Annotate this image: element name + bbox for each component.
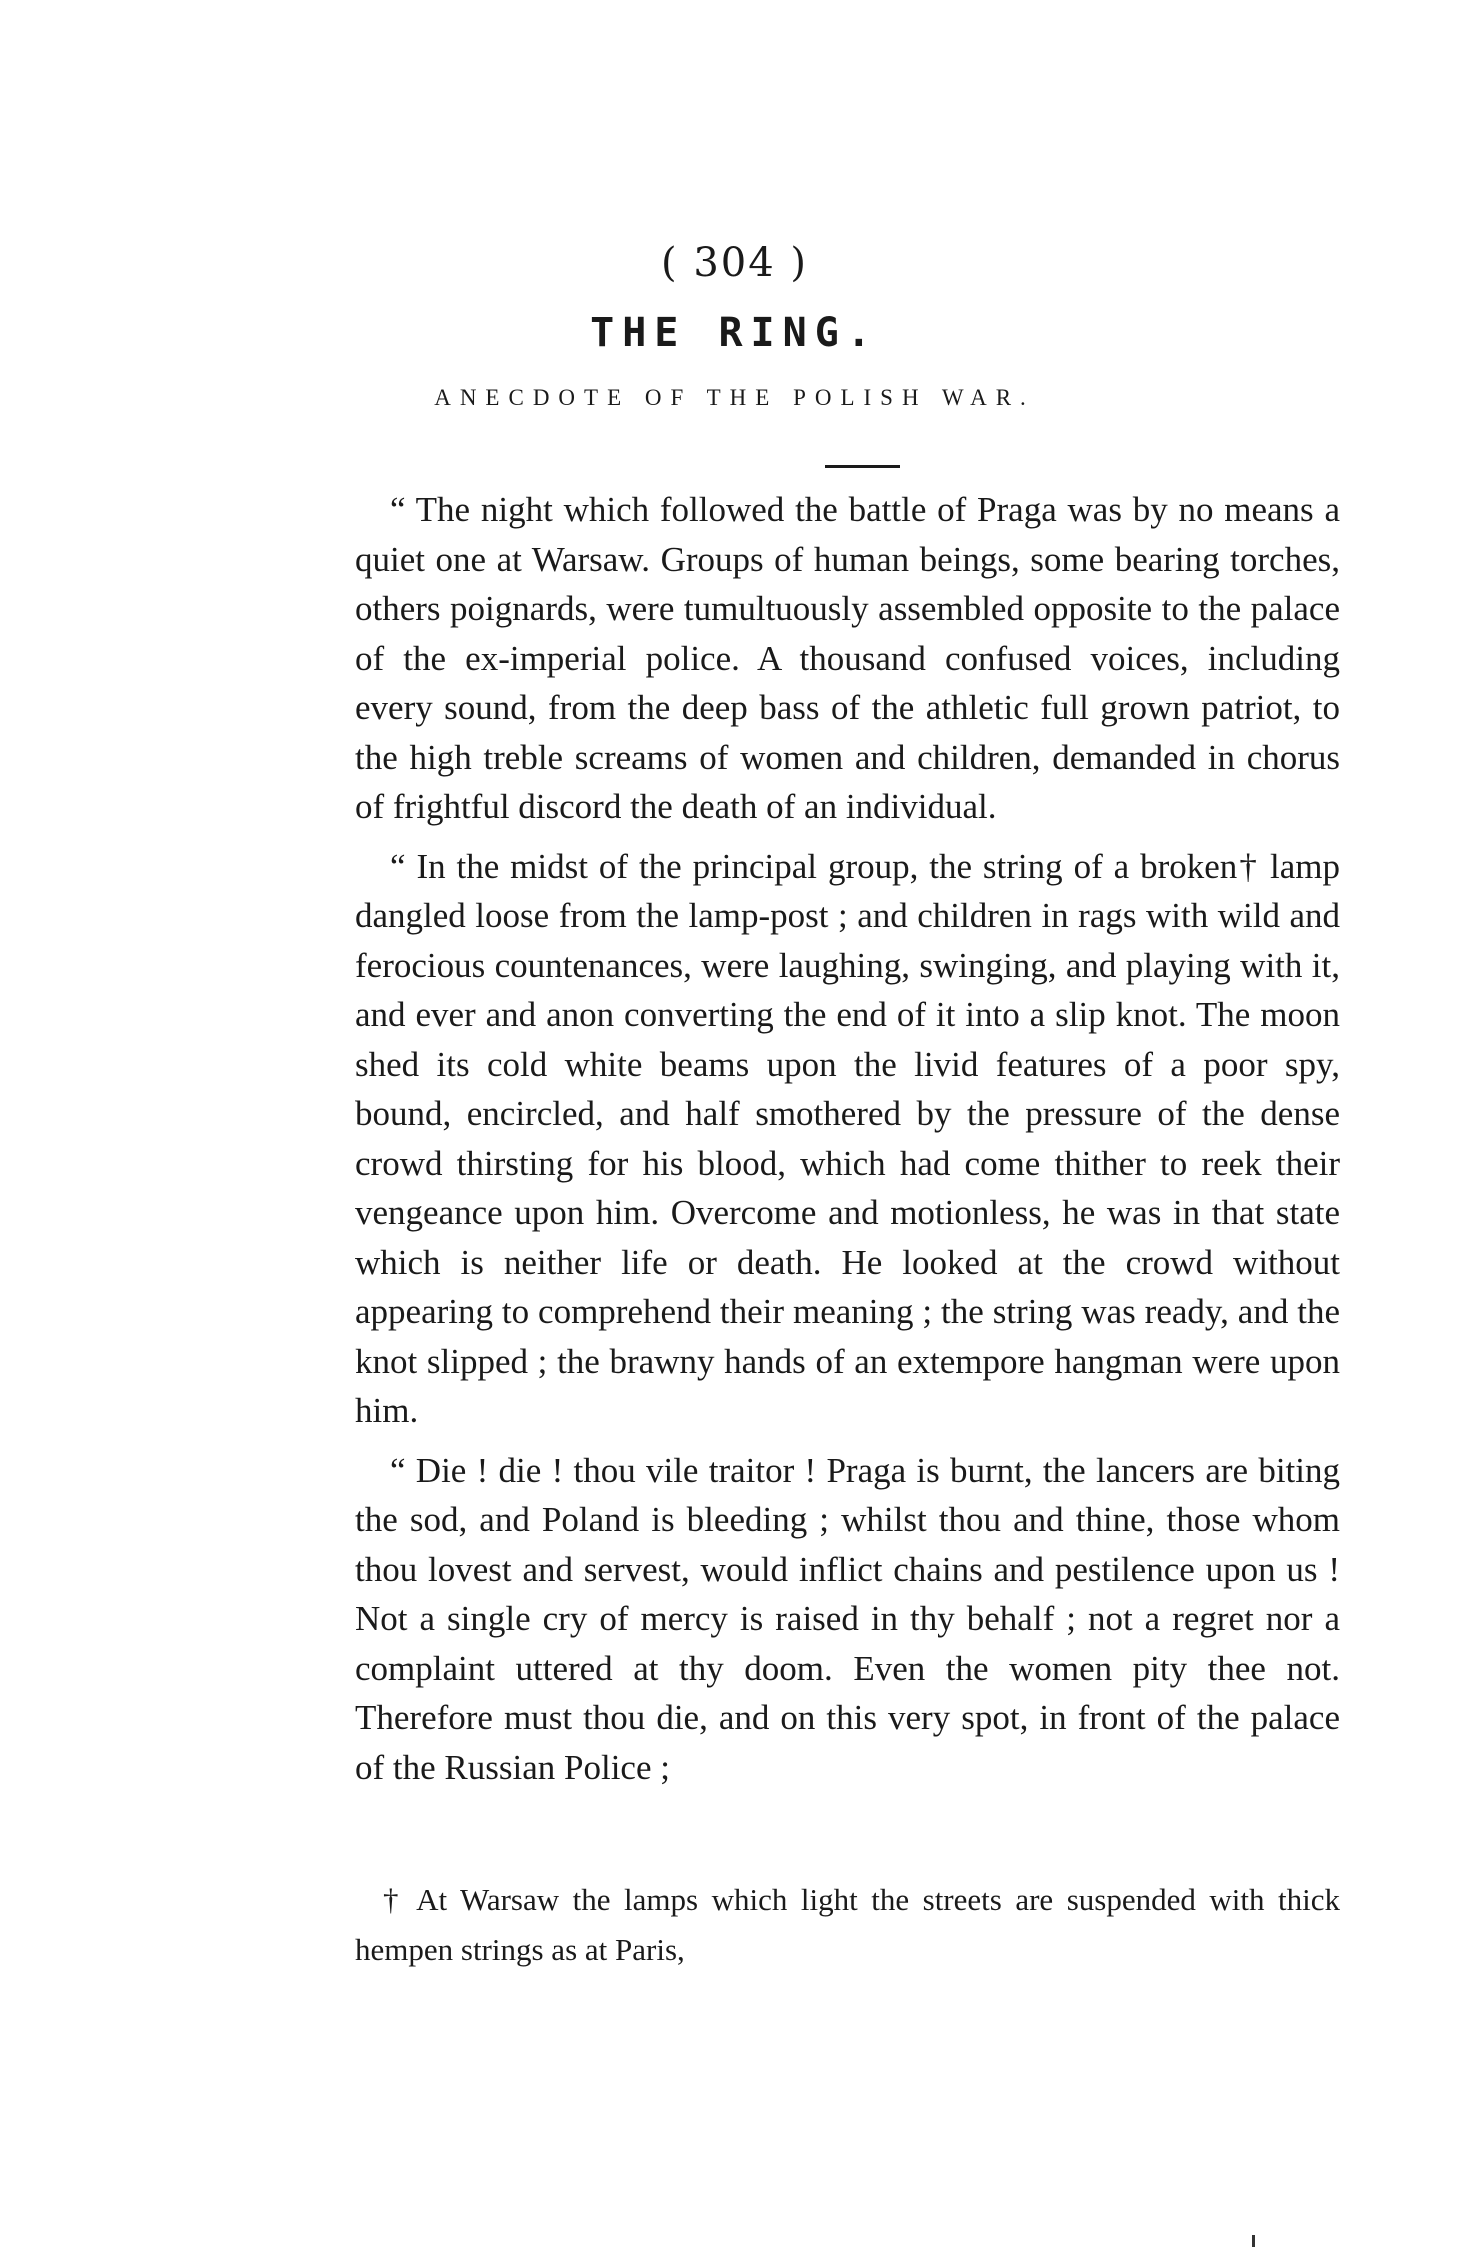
- body-text: [355, 485, 1340, 1802]
- print-speck: [1252, 2235, 1255, 2247]
- page-title: THE RING.: [590, 310, 879, 356]
- paragraph-1: “ The night which followed the battle of Praga was by no means a quiet one at Warsaw. Groups of human beings, some bearing torches, others poignards, were tumultuously assembled opposite to the palace of the ex-imperial police. A thousand confused voices, including every sound, from the deep bass of the athletic full grown patriot, to the high treble screams of women and children, demanded in chorus of frightful discord the death of an individual.: [355, 490, 1340, 826]
- footnote-text: † At Warsaw the lamps which light the streets are suspended with thick hempen strings as at Paris,: [355, 1882, 1340, 1967]
- paragraph-2: “ In the midst of the principal group, the string of a broken† lamp dangled loose from the lamp-post ; and children in rags with wild and ferocious countenances, were laughing, swinging, and playing with it, and ever and anon converting the end of it into a slip knot. The moon shed its cold white beams upon the livid features of a poor spy, bound, encircled, and half smothered by the pressure of the dense crowd thirsting for his blood, which had come thither to reek their vengeance upon him. Overcome and motionless, he was in that state which is neither life or death. He looked at the crowd without appearing to comprehend their meaning ; the string was ready, and the knot slipped ; the brawny hands of an extempore hangman were upon him.: [355, 846, 1340, 1430]
- paragraph-3: “ Die ! die ! thou vile traitor ! Praga is burnt, the lancers are biting the sod, and Poland is bleeding ; whilst thou and thine, those whom thou lovest and servest, would inflict chains and pestilence upon us ! Not a single cry of mercy is raised in thy behalf ; not a regret nor a complaint uttered at thy doom. Even the women pity thee not. Therefore must thou die, and on this very spot, in front of the palace of the Russian Police ;: [355, 1450, 1340, 1787]
- page-number: ( 304 ): [661, 240, 808, 286]
- page-subtitle: ANECDOTE OF THE POLISH WAR.: [434, 385, 1035, 410]
- title-divider: [825, 465, 900, 468]
- footnote: [355, 1875, 1340, 1975]
